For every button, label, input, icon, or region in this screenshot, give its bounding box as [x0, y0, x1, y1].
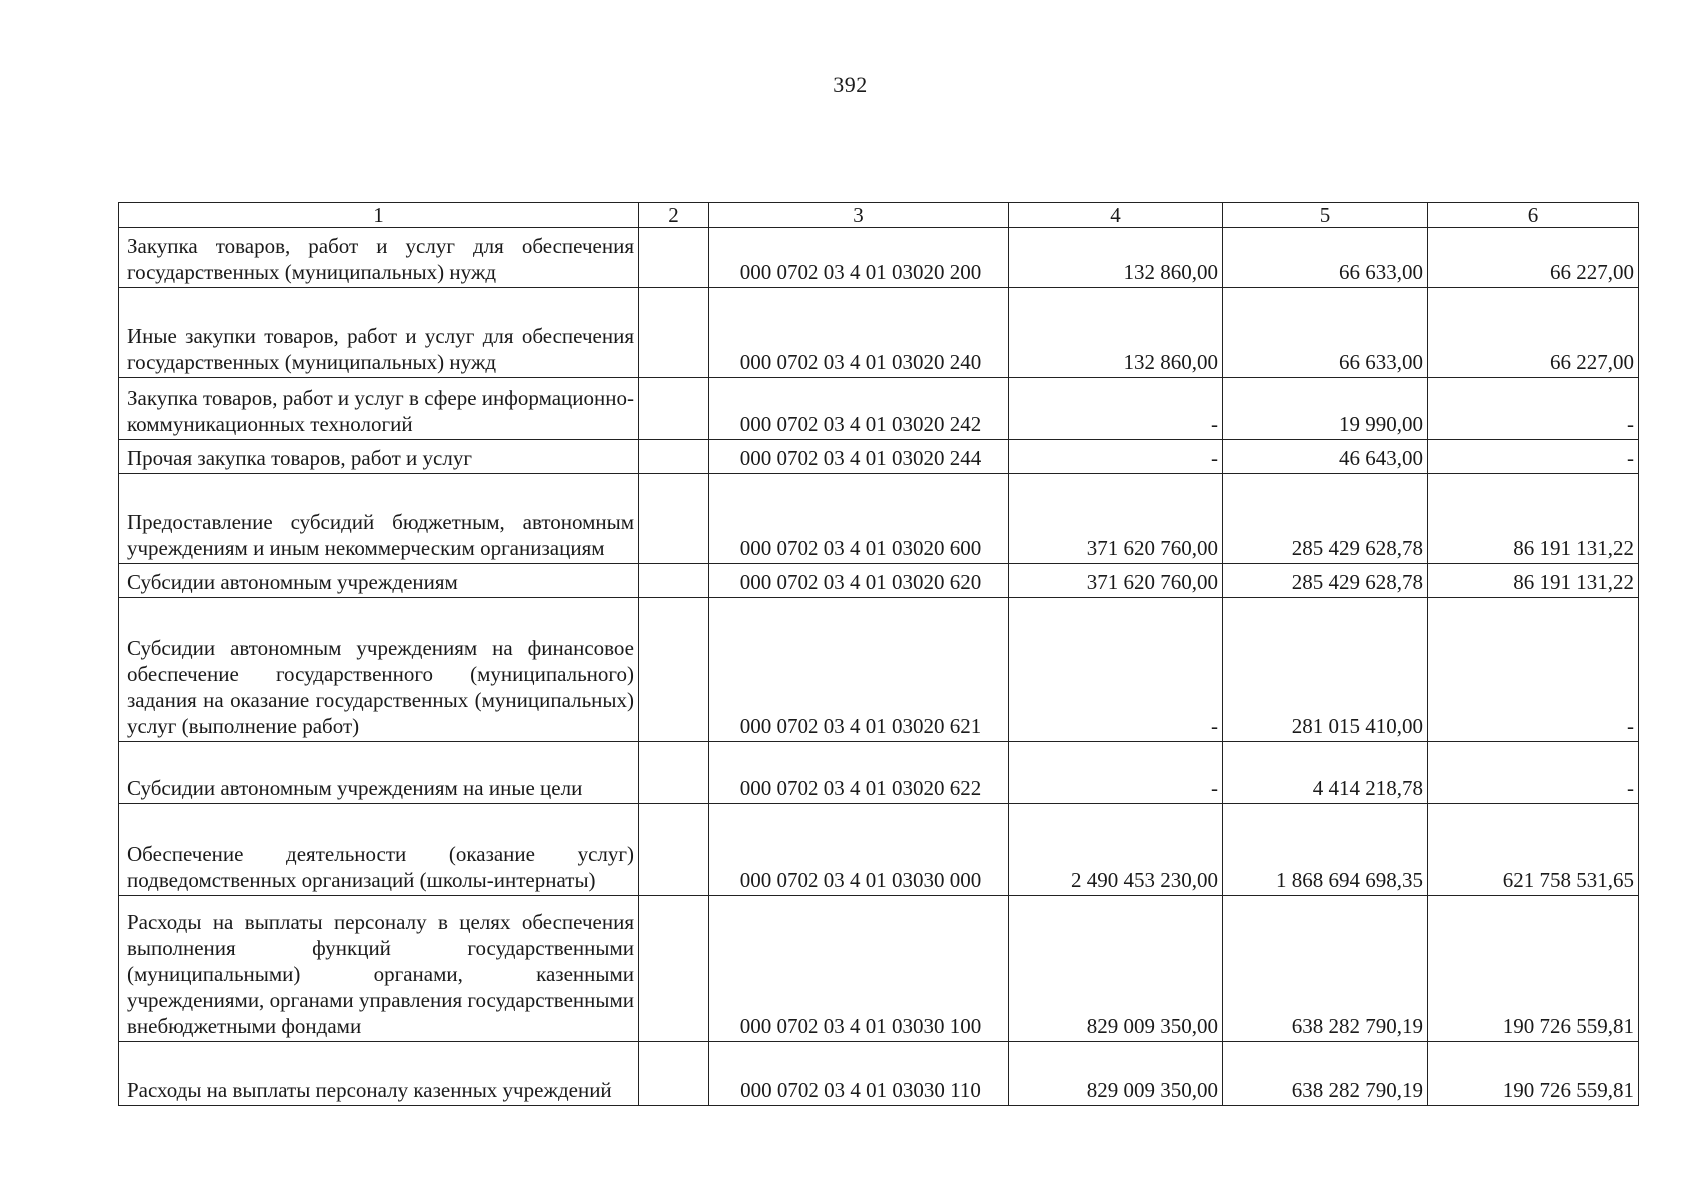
row-col2: [639, 474, 709, 564]
column-header-5: 5: [1223, 203, 1428, 228]
table-row: [119, 474, 1639, 564]
table-row: [119, 378, 1639, 440]
row-code: 000 0702 03 4 01 03020 620: [709, 564, 1009, 598]
column-header-6: 6: [1428, 203, 1639, 228]
row-code: 000 0702 03 4 01 03020 200: [709, 228, 1009, 288]
row-name: Предоставление субсидий бюджетным, автономным учреждениям и иным некоммерческим организациям: [119, 474, 639, 564]
row-value-4: 829 009 350,00: [1009, 896, 1223, 1042]
row-value-5: 66 633,00: [1223, 228, 1428, 288]
row-value-4: 132 860,00: [1009, 228, 1223, 288]
row-name: Субсидии автономным учреждениям на финансовое обеспечение государственного (муниципального) задания на оказание государственных (муниципальных) услуг (выполнение работ): [119, 598, 639, 742]
row-name: Иные закупки товаров, работ и услуг для обеспечения государственных (муниципальных) нужд: [119, 288, 639, 378]
row-name: Прочая закупка товаров, работ и услуг: [119, 440, 639, 474]
row-value-4: 371 620 760,00: [1009, 564, 1223, 598]
row-value-6: -: [1428, 440, 1639, 474]
budget-table: [118, 202, 1639, 1106]
column-header-3: 3: [709, 203, 1009, 228]
row-code: 000 0702 03 4 01 03020 622: [709, 742, 1009, 804]
row-value-5: 638 282 790,19: [1223, 1042, 1428, 1106]
row-value-4: -: [1009, 598, 1223, 742]
table-row: [119, 742, 1639, 804]
row-value-5: 19 990,00: [1223, 378, 1428, 440]
row-code: 000 0702 03 4 01 03020 600: [709, 474, 1009, 564]
row-value-5: 285 429 628,78: [1223, 564, 1428, 598]
row-value-4: -: [1009, 440, 1223, 474]
row-code: 000 0702 03 4 01 03020 240: [709, 288, 1009, 378]
row-code: 000 0702 03 4 01 03030 110: [709, 1042, 1009, 1106]
table-row: [119, 228, 1639, 288]
table-row: [119, 896, 1639, 1042]
row-col2: [639, 288, 709, 378]
page-number: 392: [833, 72, 868, 97]
row-value-4: -: [1009, 742, 1223, 804]
row-col2: [639, 564, 709, 598]
row-value-4: 829 009 350,00: [1009, 1042, 1223, 1106]
row-code: 000 0702 03 4 01 03030 100: [709, 896, 1009, 1042]
table-row: [119, 440, 1639, 474]
row-col2: [639, 378, 709, 440]
row-code: 000 0702 03 4 01 03030 000: [709, 804, 1009, 896]
row-value-5: 66 633,00: [1223, 288, 1428, 378]
row-value-6: -: [1428, 742, 1639, 804]
table-row: [119, 288, 1639, 378]
row-col2: [639, 742, 709, 804]
row-name: Субсидии автономным учреждениям на иные цели: [119, 742, 639, 804]
row-col2: [639, 1042, 709, 1106]
row-value-6: 86 191 131,22: [1428, 474, 1639, 564]
row-value-6: 66 227,00: [1428, 288, 1639, 378]
table-row: [119, 1042, 1639, 1106]
row-name: Закупка товаров, работ и услуг для обеспечения государственных (муниципальных) нужд: [119, 228, 639, 288]
row-value-6: -: [1428, 378, 1639, 440]
row-value-5: 4 414 218,78: [1223, 742, 1428, 804]
column-header-2: 2: [639, 203, 709, 228]
row-value-6: 190 726 559,81: [1428, 1042, 1639, 1106]
row-value-6: 66 227,00: [1428, 228, 1639, 288]
table-header-row: [119, 203, 1639, 228]
row-name: Расходы на выплаты персоналу в целях обеспечения выполнения функций государственными (муниципальными) органами, казенными учреждениями, органами управления государственными внебюджетными фондами: [119, 896, 639, 1042]
column-header-1: 1: [119, 203, 639, 228]
row-value-4: 132 860,00: [1009, 288, 1223, 378]
row-value-6: -: [1428, 598, 1639, 742]
row-code: 000 0702 03 4 01 03020 242: [709, 378, 1009, 440]
row-value-4: -: [1009, 378, 1223, 440]
row-value-5: 638 282 790,19: [1223, 896, 1428, 1042]
row-code: 000 0702 03 4 01 03020 244: [709, 440, 1009, 474]
row-value-5: 285 429 628,78: [1223, 474, 1428, 564]
row-col2: [639, 896, 709, 1042]
row-value-6: 86 191 131,22: [1428, 564, 1639, 598]
row-name: Закупка товаров, работ и услуг в сфере информационно-коммуникационных технологий: [119, 378, 639, 440]
row-name: Расходы на выплаты персоналу казенных учреждений: [119, 1042, 639, 1106]
row-name: Обеспечение деятельности (оказание услуг) подведомственных организаций (школы-интернаты): [119, 804, 639, 896]
row-value-5: 281 015 410,00: [1223, 598, 1428, 742]
column-header-4: 4: [1009, 203, 1223, 228]
row-col2: [639, 440, 709, 474]
row-col2: [639, 804, 709, 896]
table-row: [119, 564, 1639, 598]
row-name: Субсидии автономным учреждениям: [119, 564, 639, 598]
row-value-6: 190 726 559,81: [1428, 896, 1639, 1042]
row-value-6: 621 758 531,65: [1428, 804, 1639, 896]
table-row: [119, 804, 1639, 896]
row-value-5: 46 643,00: [1223, 440, 1428, 474]
row-col2: [639, 228, 709, 288]
row-value-4: 371 620 760,00: [1009, 474, 1223, 564]
row-code: 000 0702 03 4 01 03020 621: [709, 598, 1009, 742]
row-value-5: 1 868 694 698,35: [1223, 804, 1428, 896]
row-col2: [639, 598, 709, 742]
table-row: [119, 598, 1639, 742]
row-value-4: 2 490 453 230,00: [1009, 804, 1223, 896]
